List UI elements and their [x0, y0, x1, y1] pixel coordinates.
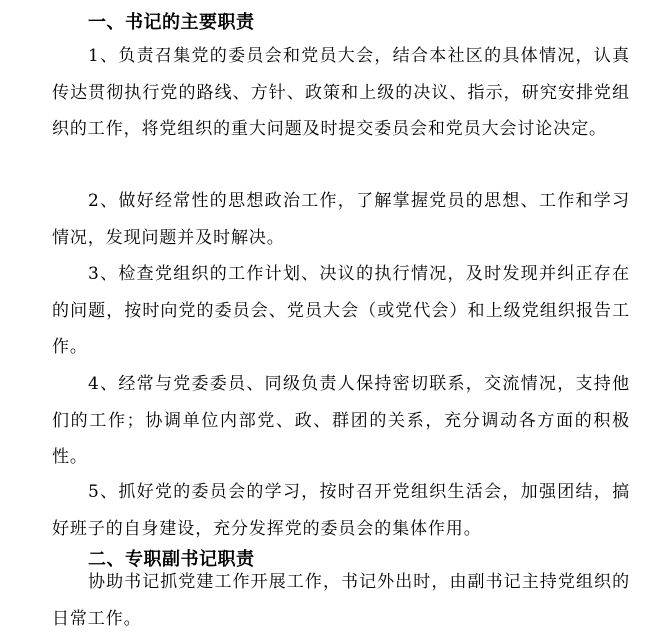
section-heading-secretary-duties: 一、书记的主要职责: [88, 12, 255, 33]
duty-paragraph-1: 1、负责召集党的委员会和党员大会，结合本社区的具体情况，认真传达贯彻执行党的路线、方针、政策和上级的决议、指示，研究安排党组织的工作，将党组织的重大问题及时提交委员会和党员大会讨论决定。: [52, 46, 630, 139]
duty-paragraph-2: 2、做好经常性的思想政治工作，了解掌握党员的思想、工作和学习情况，发现问题并及时解决。: [52, 191, 630, 248]
section-heading-deputy-secretary-duties: 二、专职副书记职责: [88, 549, 255, 570]
duty-paragraph-5: 5、抓好党的委员会的学习，按时召开党组织生活会，加强团结，搞好班子的自身建设，充分发挥党的委员会的集体作用。: [52, 482, 630, 539]
duty-paragraph-3: 3、检查党组织的工作计划、决议的执行情况，及时发现并纠正存在的问题，按时向党的委员会、党员大会（或党代会）和上级党组织报告工作。: [52, 264, 630, 357]
deputy-duty-paragraph: 协助书记抓党建工作开展工作，书记外出时，由副书记主持党组织的日常工作。: [52, 572, 630, 629]
duty-paragraph-4: 4、经常与党委委员、同级负责人保持密切联系，交流情况，支持他们的工作；协调单位内部党、政、群团的关系，充分调动各方面的积极性。: [52, 374, 630, 467]
